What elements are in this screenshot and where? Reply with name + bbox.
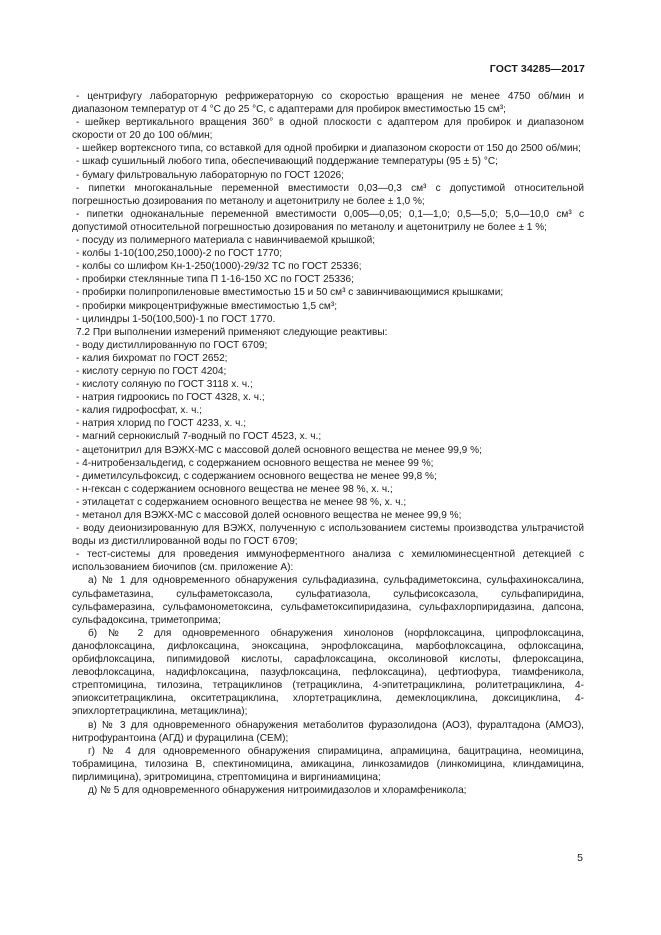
paragraph: - калия гидрофосфат, х. ч.; xyxy=(76,405,202,417)
paragraph: - пробирки стеклянные типа П 1-16-150 ХС по ГОСТ 25336; xyxy=(76,274,354,286)
list-item: г) № 4 для одновременного обнаружения спирамицина, апрамицина, бацитрацина, неомицина, тобрамицина, тилозина В, спектиномицина, амикацина, линкозамидов (линкомицина, клиндамицина, пирлимицина), эритромицина, стрептомицина и виргиниамицина; xyxy=(72,745,584,783)
paragraph: - тест-системы для проведения иммуноферментного анализа с хемилюминесцентной детекцией с использованием биочипов (см. приложение А): xyxy=(72,549,584,574)
list-item: а) № 1 для одновременного обнаружения сульфадиазина, сульфадиметоксина, сульфахиноксалина, сульфаметазина, сульфаметоксазола, сульфатиазола, сульфисоксазола, сульфапиридина, сульфамеразина, сульфамонометоксина, сульфаметоксипиридазина, сульфахлорпиридазина, дапсона, сульфадоксина, триметоприма; xyxy=(72,575,584,626)
paragraph: - н-гексан с содержанием основного вещества не менее 98 %, х. ч.; xyxy=(76,483,393,495)
paragraph: - шейкер вортексного типа, со вставкой для одной пробирки и диапазоном скорости от 150 до 2500 об/мин; xyxy=(76,143,581,155)
paragraph: - магний сернокислый 7-водный по ГОСТ 4523, х. ч.; xyxy=(76,431,322,443)
paragraph: - центрифугу лабораторную рефрижераторную со скоростью вращения не менее 4750 об/мин и диапазоном температур от 4 °С до 25 °С, с адаптерами для пробирок вместимостью 15 см³; xyxy=(72,91,584,116)
paragraph: - бумагу фильтровальную лабораторную по ГОСТ 12026; xyxy=(76,169,344,181)
paragraph: - цилиндры 1-50(100,500)-1 по ГОСТ 1770. xyxy=(76,313,276,325)
paragraph: - этилацетат с содержанием основного вещества не менее 98 %, х. ч.; xyxy=(76,496,407,508)
paragraph: - шейкер вертикального вращения 360° в одной плоскости с адаптером для пробирок и диапазоном скорости от 20 до 100 об/мин; xyxy=(72,117,584,142)
paragraph: - диметилсульфоксид, с содержанием основного вещества не менее 99,8 %; xyxy=(76,470,437,482)
doc-code-header: ГОСТ 34285—2017 xyxy=(489,63,585,75)
body-text xyxy=(72,90,584,797)
paragraph: - натрия гидроокись по ГОСТ 4328, х. ч.; xyxy=(76,392,265,404)
paragraph: - пипетки многоканальные переменной вместимости 0,03—0,3 см³ с допустимой относительной погрешностью дозирования по метанолу и ацетонитрилу не более ± 1,0 %; xyxy=(72,182,584,207)
paragraph: - кислоту серную по ГОСТ 4204; xyxy=(76,365,227,377)
paragraph: - пипетки одноканальные переменной вместимости 0,005—0,05; 0,1—1,0; 0,5—5,0; 5,0—10,0 см³ с допустимой относительной погрешностью дозирования по метанолу и ацетонитрилу не более ± 1 %; xyxy=(72,208,584,233)
paragraph: - калия бихромат по ГОСТ 2652; xyxy=(76,352,228,364)
paragraph: - натрия хлорид по ГОСТ 4233, х. ч.; xyxy=(76,418,247,430)
paragraph: - воду дистиллированную по ГОСТ 6709; xyxy=(76,339,268,351)
section-heading: 7.2 При выполнении измерений применяют следующие реактивы: xyxy=(76,326,388,338)
paragraph: - метанол для ВЭЖХ-МС с массовой долей основного вещества не менее 99,9 %; xyxy=(76,510,462,521)
paragraph: - воду деионизированную для ВЭЖХ, полученную с использованием системы производства ультрачистой воды из дистиллированной воды по ГОСТ 6709; xyxy=(72,523,584,548)
paragraph: - 4-нитробензальдегид, с содержанием основного вещества не менее 99 %; xyxy=(76,457,434,469)
paragraph: - пробирки полипропиленовые вместимостью 15 и 50 см³ с завинчивающимися крышками; xyxy=(76,287,504,299)
paragraph: - пробирки микроцентрифужные вместимостью 1,5 см³; xyxy=(76,300,338,312)
paragraph: - кислоту соляную по ГОСТ 3118 х. ч.; xyxy=(76,379,253,391)
paragraph: - колбы 1-10(100,250,1000)-2 по ГОСТ 1770; xyxy=(76,248,283,260)
paragraph: - посуду из полимерного материала с навинчиваемой крышкой; xyxy=(76,235,376,247)
list-item: в) № 3 для одновременного обнаружения метаболитов фуразолидона (АОЗ), фуралтадона (АМОЗ), нитрофурантоина (АГД) и фурацилина (СЕМ); xyxy=(72,719,584,744)
paragraph: - шкаф сушильный любого типа, обеспечивающий поддержание температуры (95 ± 5) °С; xyxy=(76,156,498,168)
list-item: д) № 5 для одновременного обнаружения нитроимидазолов и хлорамфеникола; xyxy=(88,784,467,796)
page-number: 5 xyxy=(577,852,583,864)
paragraph: - ацетонитрил для ВЭЖХ-МС с массовой долей основного вещества не менее 99,9 %; xyxy=(76,444,482,456)
list-item: б) № 2 для одновременного обнаружения хинолонов (норфлоксацина, ципрофлоксацина, данофлоксацина, дифлоксацина, эноксацина, энрофлоксацина, марбофлоксацина, офлоксацина, орбифлоксацина, пипимидовой кислоты, сарафлоксацина, оксолиновой кислоты, флероксацина, левофлоксацина, надифлоксацина, пазуфлоксацина, пефлоксацина), цефтиофура, тиамфеникола, стрептомицина, тилозина, тетрациклинов (тетрациклина, 4-эпитетрациклина, ролитетрациклина, 4-эпиокситетрациклина, окситетрациклина, хлортетрациклина, демеклоциклина, доксициклина, 4-эпихлортетрациклина, метациклина); xyxy=(72,627,584,718)
paragraph: - колбы со шлифом Кн-1-250(1000)-29/32 ТС по ГОСТ 25336; xyxy=(76,261,362,273)
